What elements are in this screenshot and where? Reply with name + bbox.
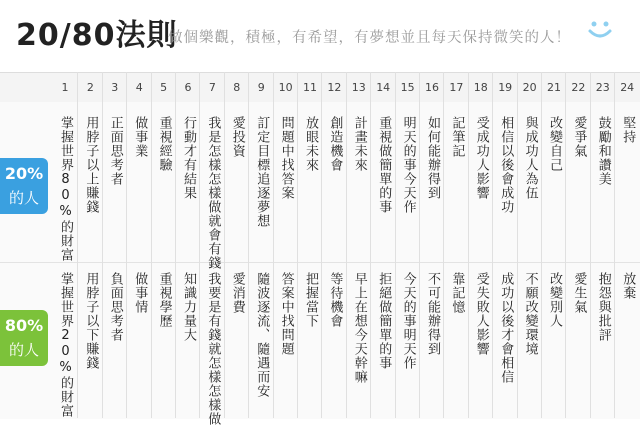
column xyxy=(443,72,468,418)
header xyxy=(0,0,640,60)
trait-20-percent: 掌握世界80%的財富 xyxy=(58,116,73,262)
trait-20-percent: 受成功人影響 xyxy=(473,116,489,200)
trait-20-percent: 行動才有結果 xyxy=(181,116,196,200)
column-number: 3 xyxy=(111,81,119,94)
trait-80-percent: 掌握世界20%的財富 xyxy=(58,272,73,418)
trait-20-percent: 正面思考者 xyxy=(107,116,123,186)
trait-80-percent: 放棄 xyxy=(620,272,636,300)
column-number: 14 xyxy=(376,81,391,94)
column xyxy=(53,72,77,418)
trait-20-percent: 重視經驗 xyxy=(156,116,172,172)
trait-20-percent: 相信以後會成功 xyxy=(498,116,514,214)
column-number: 21 xyxy=(547,81,561,94)
smiley-icon xyxy=(585,14,615,44)
page-subtitle: 做個樂觀，積極，有希望，有夢想並且每天保持微笑的人！ xyxy=(168,30,571,46)
badge-80-percent xyxy=(0,310,48,366)
column-number: 6 xyxy=(184,81,192,94)
trait-80-percent: 隨波逐流、隨遇而安 xyxy=(254,272,270,398)
trait-80-percent: 靠記憶 xyxy=(449,272,465,314)
trait-20-percent: 愛爭氣 xyxy=(571,116,587,158)
column xyxy=(419,72,444,418)
column-number: 20 xyxy=(522,81,537,94)
trait-80-percent: 答案中找問題 xyxy=(278,272,294,356)
trait-80-percent: 成功以後才會相信 xyxy=(498,272,514,384)
trait-80-percent: 抱怨與批評 xyxy=(595,272,611,342)
column xyxy=(151,72,176,418)
column xyxy=(346,72,371,418)
trait-80-percent: 愛消費 xyxy=(229,272,245,314)
column xyxy=(614,72,639,418)
column xyxy=(175,72,200,418)
trait-80-percent: 早上在想今天幹嘛 xyxy=(351,272,367,384)
column-number: 24 xyxy=(620,81,635,94)
badge-percent: 80% xyxy=(4,316,44,335)
trait-20-percent: 我是怎樣怎樣做就會有錢 xyxy=(205,116,221,270)
trait-20-percent: 如何能辦得到 xyxy=(425,116,440,200)
column xyxy=(199,72,224,426)
column xyxy=(224,72,249,418)
column-number: 22 xyxy=(571,81,586,94)
column xyxy=(126,72,151,418)
column-number: 2 xyxy=(86,81,94,94)
column xyxy=(102,72,127,418)
trait-20-percent: 重視做簡單的事 xyxy=(376,116,392,214)
trait-80-percent: 今天的事明天作 xyxy=(400,272,416,370)
column xyxy=(370,72,395,418)
trait-20-percent: 改變自己 xyxy=(547,116,562,172)
trait-80-percent: 做事情 xyxy=(132,272,148,314)
column-number: 23 xyxy=(595,81,610,94)
trait-20-percent: 明天的事今天作 xyxy=(400,116,416,214)
column-number: 18 xyxy=(473,81,488,94)
column-number: 13 xyxy=(351,81,366,94)
trait-20-percent: 創造機會 xyxy=(327,116,343,172)
column-number: 5 xyxy=(160,81,168,94)
badge-percent: 20% xyxy=(4,164,44,183)
column-number: 9 xyxy=(257,81,265,94)
column-number: 16 xyxy=(425,81,439,94)
trait-20-percent: 放眼未來 xyxy=(303,116,318,172)
trait-80-percent: 知識力量大 xyxy=(181,272,196,342)
trait-20-percent: 訂定目標追逐夢想 xyxy=(254,116,270,228)
column xyxy=(321,72,346,418)
trait-20-percent: 做事業 xyxy=(132,116,148,158)
trait-20-percent: 用脖子以上賺錢 xyxy=(83,116,99,214)
trait-80-percent: 不可能辦得到 xyxy=(425,272,440,356)
column xyxy=(273,72,298,418)
trait-20-percent: 記筆記 xyxy=(449,116,465,158)
trait-20-percent: 問題中找答案 xyxy=(278,116,294,200)
trait-80-percent: 把握當下 xyxy=(303,272,318,328)
column-number: 8 xyxy=(233,81,241,94)
column-number: 1 xyxy=(61,81,69,94)
column xyxy=(565,72,590,418)
page-title: 20/80法則 xyxy=(16,18,178,53)
trait-80-percent: 負面思考者 xyxy=(107,272,123,342)
column xyxy=(248,72,273,418)
column xyxy=(77,72,102,418)
column-number: 7 xyxy=(208,81,216,94)
column xyxy=(492,72,517,418)
column-number: 17 xyxy=(449,81,464,94)
column-number: 11 xyxy=(303,81,317,94)
badge-label: 的人 xyxy=(8,189,39,207)
trait-20-percent: 愛投資 xyxy=(229,116,245,158)
trait-80-percent: 不願改變環境 xyxy=(522,272,538,356)
trait-20-percent: 鼓勵和讚美 xyxy=(595,116,611,186)
column xyxy=(395,72,420,418)
badge-20-percent xyxy=(0,158,48,214)
column xyxy=(590,72,615,418)
trait-20-percent: 計畫未來 xyxy=(351,116,367,172)
column-number: 12 xyxy=(327,81,342,94)
trait-80-percent: 受失敗人影響 xyxy=(473,272,489,356)
column xyxy=(297,72,322,418)
column xyxy=(468,72,493,418)
column xyxy=(541,72,566,418)
column-number: 15 xyxy=(400,81,415,94)
trait-80-percent: 等待機會 xyxy=(327,272,343,328)
trait-20-percent: 堅持 xyxy=(620,116,636,144)
trait-80-percent: 愛生氣 xyxy=(571,272,587,314)
trait-20-percent: 與成功人為伍 xyxy=(522,116,538,200)
column xyxy=(517,72,542,418)
trait-80-percent: 用脖子以下賺錢 xyxy=(83,272,99,370)
trait-80-percent: 拒絕做簡單的事 xyxy=(376,272,392,370)
trait-80-percent: 改變別人 xyxy=(547,272,562,328)
trait-80-percent: 重視學歷 xyxy=(156,272,172,328)
column-number: 10 xyxy=(278,81,293,94)
column-number: 19 xyxy=(498,81,513,94)
trait-80-percent: 我要是有錢就怎樣怎樣做 xyxy=(205,272,221,426)
badge-label: 的人 xyxy=(8,341,39,359)
column-number: 4 xyxy=(135,81,143,94)
